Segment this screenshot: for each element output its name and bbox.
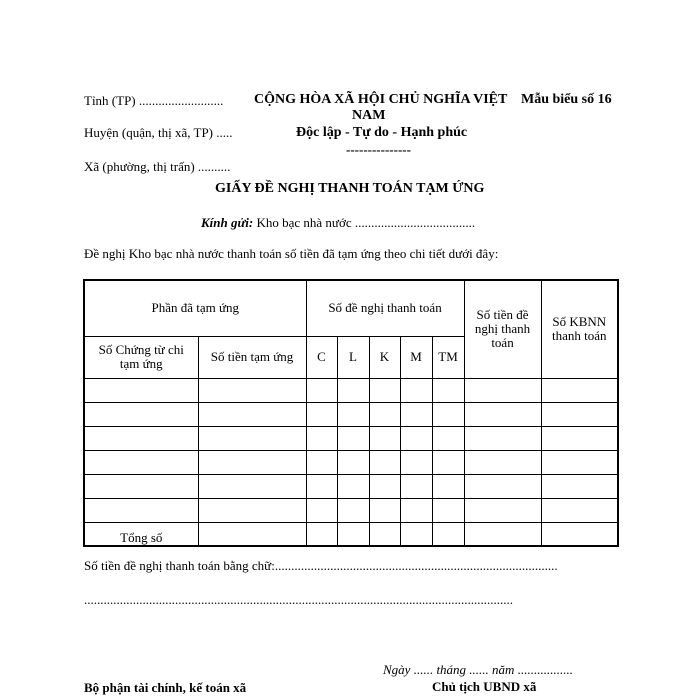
header-request-amount-cell <box>464 280 541 378</box>
header-kbnn-cell <box>541 280 618 378</box>
recipient-line <box>201 216 475 229</box>
header-voucher-number: Số Chứng từ chi tạm ứng <box>98 341 184 371</box>
form-number: Mẫu biểu số 16 <box>521 92 612 107</box>
amount-in-words-line: Số tiền đề nghị thanh toán bằng chữ:....................................................................................... <box>84 558 558 573</box>
intro-text: Đề nghị Kho bạc nhà nước thanh toán số tiền đã tạm ứng theo chi tiết dưới đây: <box>84 246 499 261</box>
recipient-value: Kho bạc nhà nước ..................................... <box>256 215 476 230</box>
header-code-k: K <box>369 336 400 378</box>
header-request-amount: Số tiền đề nghị thanh toán <box>474 306 531 351</box>
national-motto: Độc lập - Tự do - Hạnh phúc <box>296 125 468 140</box>
motto-rule: --------------- <box>346 142 411 157</box>
header-code-l: L <box>337 336 369 378</box>
header-code-tm: TM <box>432 336 464 378</box>
commune-line: Xã (phường, thị trấn) .......... <box>84 159 231 174</box>
date-line: Ngày ...... tháng ...... năm ................. <box>383 662 573 677</box>
nation-title-line2: NAM <box>352 108 386 123</box>
table-row <box>84 378 618 402</box>
table-row <box>84 474 618 498</box>
header-voucher-cell <box>84 336 198 378</box>
nation-title-line1: CỘNG HÒA XÃ HỘI CHỦ NGHĨA VIỆT <box>254 92 508 107</box>
header-advanced-part: Phần đã tạm ứng <box>84 280 306 336</box>
table-row <box>84 402 618 426</box>
header-kbnn-paid: Số KBNN thanh toán <box>552 313 607 344</box>
left-signer-title: Bộ phận tài chính, kế toán xã <box>84 680 247 695</box>
district-line: Huyện (quận, thị xã, TP) ..... <box>84 125 233 140</box>
header-code-m: M <box>400 336 432 378</box>
header-advance-amount: Số tiền tạm ứng <box>198 336 306 378</box>
recipient-label: Kính gửi: <box>201 215 254 230</box>
table-header-row <box>84 280 618 336</box>
advance-payment-table <box>83 279 619 547</box>
document-title: GIẤY ĐỀ NGHỊ THANH TOÁN TẠM ỨNG <box>215 181 485 196</box>
table-row <box>84 450 618 474</box>
amount-in-words-continuation: .................................................................................................................................... <box>84 592 513 607</box>
header-code-c: C <box>306 336 337 378</box>
table-total-row <box>84 522 618 546</box>
header-request-amount-group: Số đề nghị thanh toán <box>306 280 464 336</box>
right-signer-title: Chủ tịch UBND xã <box>432 679 537 694</box>
total-label: Tổng số <box>84 522 198 546</box>
province-line: Tỉnh (TP) .......................... <box>84 93 224 108</box>
table-row <box>84 498 618 522</box>
table-row <box>84 426 618 450</box>
